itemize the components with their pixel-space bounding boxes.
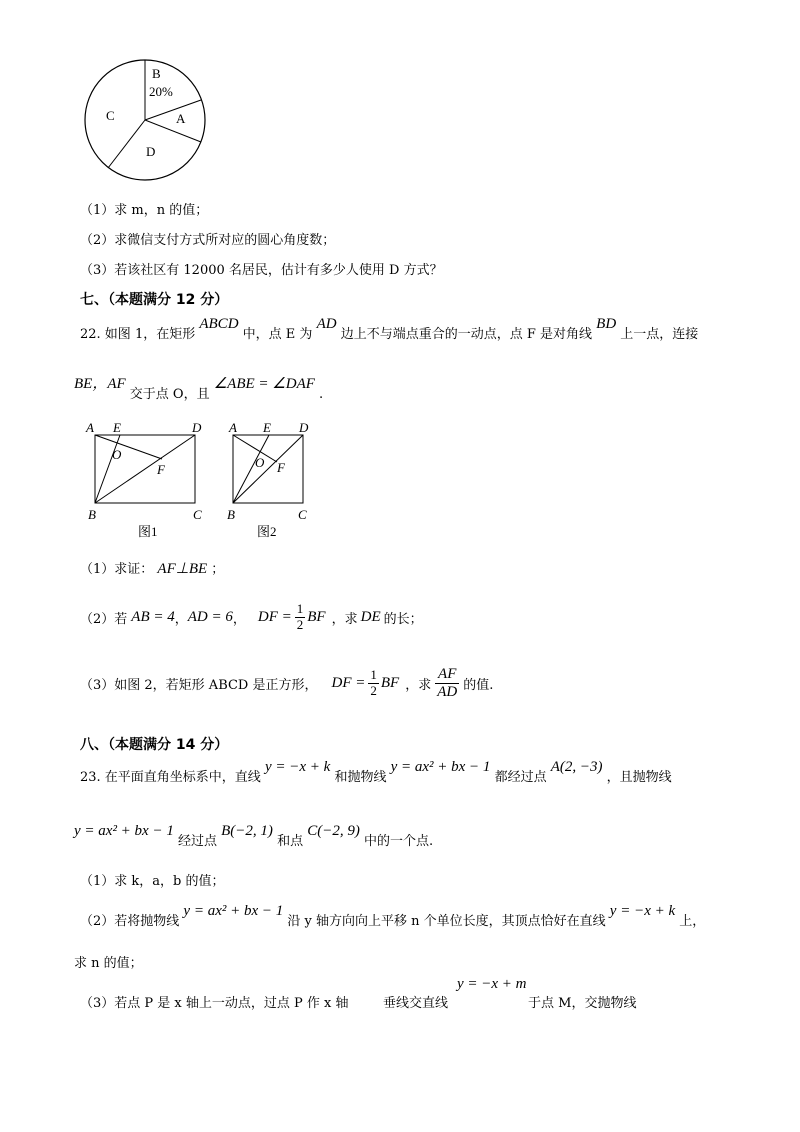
fig2-label-c: C [298, 507, 307, 522]
q22-p3-ratio-num: AF [435, 666, 459, 684]
q23-p2-c: 上， [679, 914, 706, 929]
fig1-label-a: A [86, 420, 94, 435]
fig2-label-b: B [227, 507, 235, 522]
fig2-label-e: E [263, 420, 271, 435]
fig2-line-bd [233, 435, 303, 503]
q23-p3-a: （3）若点 P 是 x 轴上一动点，过点 P 作 x 轴 [80, 996, 349, 1011]
q23-l2-a: 经过点 [177, 834, 217, 849]
fig1-line-bd [95, 435, 195, 503]
q23-part3-b: 垂线交直线 [383, 996, 449, 1011]
q22-p3-df: DF = [331, 674, 366, 691]
pie-label-c: C [106, 108, 115, 123]
q22-line2 [74, 372, 324, 402]
q22-intro-line [80, 313, 699, 342]
q22-part2 [80, 597, 423, 637]
q22-p2-sep2: ， [232, 611, 246, 627]
q22-p3-c: 的值. [463, 677, 494, 693]
q23-l1-line-eq: y = −x + k [264, 759, 331, 775]
q23-l2-parabola-eq: y = ax² + bx − 1 [74, 823, 174, 839]
q22-p2-fraction [295, 602, 306, 632]
pie-divider-dc [108, 120, 145, 168]
q22-part1 [80, 558, 224, 578]
fig2-caption: 图2 [257, 524, 277, 539]
pie-label-b: B [152, 66, 161, 81]
q22-p2-ad: AD = 6 [187, 608, 233, 625]
q23-l2-point-c: C(−2, 9) [307, 823, 360, 839]
q23-part3-c: 于点 M，交抛物线 [528, 996, 637, 1011]
fig2-label-d: D [299, 420, 309, 435]
q22-p3-bf: BF [380, 674, 400, 691]
pie-divider-ad [145, 120, 201, 142]
q22-p2-frac-den: 2 [296, 616, 304, 632]
fig1-label-o: O [112, 447, 122, 462]
q22-p2-ab: AB = 4 [131, 608, 175, 625]
pie-chart [80, 58, 210, 183]
fig1-label-b: B [88, 507, 96, 522]
q23-l1-c: 都经过点 [494, 770, 547, 785]
q21-part3: （3）若该社区有 12000 名居民，估计有多少人使用 D 方式？ [80, 263, 443, 278]
q22-p2-sep: ， [174, 611, 188, 627]
q22-p3-ratio [435, 666, 459, 700]
figure-1 [80, 418, 210, 543]
q22-p3-a: （3）如图 2，若矩形 ABCD 是正方形， [80, 677, 318, 693]
q23-part3 [80, 992, 349, 1011]
q23-line1 [80, 756, 672, 785]
q23-part3-line-eq: y = −x + m [457, 976, 527, 992]
q22-intro-a: 22. 如图 1，在矩形 [80, 327, 196, 342]
q22-part3 [80, 660, 493, 706]
fig2-label-f: F [277, 460, 285, 475]
q22-p3-ratio-den: AD [437, 683, 458, 700]
q23-part2-cont: 求 n 的值； [74, 956, 143, 971]
q22-p2-de: DE [360, 608, 381, 625]
q23-p2-parabola-eq: y = ax² + bx − 1 [183, 903, 284, 919]
section-8-heading: 八、（本题满分 14 分） [80, 737, 229, 753]
q22-p2-c: 的长； [383, 611, 423, 627]
q22-p2-bf: BF [307, 608, 326, 625]
q22-line2-b: 交于点 O，且 [129, 387, 210, 402]
q23-p2-line-eq: y = −x + k [609, 903, 676, 919]
q23-l1-parabola-eq: y = ax² + bx − 1 [390, 759, 491, 775]
q23-l1-b: 和抛物线 [334, 770, 387, 785]
fig2-label-o: O [255, 455, 265, 470]
q22-p1-math: AF⊥BE [157, 561, 208, 577]
fig1-line-af [95, 435, 162, 459]
q22-intro-d: 上一点，连接 [620, 327, 699, 342]
q22-p2-frac-num: 1 [296, 601, 304, 617]
pie-divider-ba [145, 100, 201, 120]
q22-p1-a: （1）求证： [80, 562, 154, 577]
q23-p2-a: （2）若将抛物线 [80, 914, 180, 929]
q21-part1: （1）求 m，n 的值； [80, 203, 209, 218]
figure-2 [225, 418, 325, 543]
q22-math-ad: AD [316, 316, 337, 332]
fig1-caption: 图1 [138, 524, 158, 539]
q22-p2-df: DF = [257, 608, 292, 625]
pie-label-d: D [146, 144, 156, 159]
q23-l1-point-a: A(2, −3) [550, 759, 603, 775]
q22-p2-a: （2）若 [80, 611, 128, 627]
fig1-line-be [95, 435, 120, 503]
q21-part2: （2）求微信支付方式所对应的圆心角度数； [80, 233, 336, 248]
q23-l2-b: 和点 [277, 834, 304, 849]
section-7-heading: 七、（本题满分 12 分） [80, 292, 229, 308]
q22-p3-b: ，求 [405, 677, 432, 693]
fig1-label-d: D [192, 420, 202, 435]
q22-line2-c: . [319, 387, 324, 402]
q23-l2-point-b: B(−2, 1) [221, 823, 273, 839]
q23-l2-c: 中的一个点. [363, 834, 434, 849]
q22-math-abcd: ABCD [199, 316, 239, 332]
q23-line2 [74, 820, 434, 849]
q22-p3-fraction [368, 668, 379, 698]
q23-l1-a: 23. 在平面直角坐标系中，直线 [80, 770, 261, 785]
pie-label-b-percent: 20% [149, 84, 173, 99]
q22-intro-c: 边上不与端点重合的一动点，点 F 是对角线 [340, 327, 593, 342]
fig1-label-f: F [157, 462, 165, 477]
fig2-label-a: A [229, 420, 237, 435]
q23-part1: （1）求 k，a，b 的值； [80, 874, 225, 889]
q22-math-angles: ∠ABE = ∠DAF [213, 376, 315, 392]
fig1-label-c: C [193, 507, 202, 522]
q22-math-bd: BD [596, 316, 617, 332]
fig1-label-e: E [113, 420, 121, 435]
pie-label-a: A [176, 111, 186, 126]
q22-math-be-af: BE，AF [74, 376, 126, 392]
q23-p2-b: 沿 y 轴方向向上平移 n 个单位长度，其顶点恰好在直线 [287, 914, 606, 929]
q22-p2-b: ，求 [331, 611, 358, 627]
q22-intro-b: 中，点 E 为 [242, 327, 313, 342]
q22-p3-frac-den: 2 [370, 682, 377, 698]
q22-p3-frac-num: 1 [370, 667, 377, 683]
q23-l1-d: ，且抛物线 [606, 770, 672, 785]
q23-part2 [80, 900, 706, 929]
q22-p1-b: ； [211, 562, 225, 577]
